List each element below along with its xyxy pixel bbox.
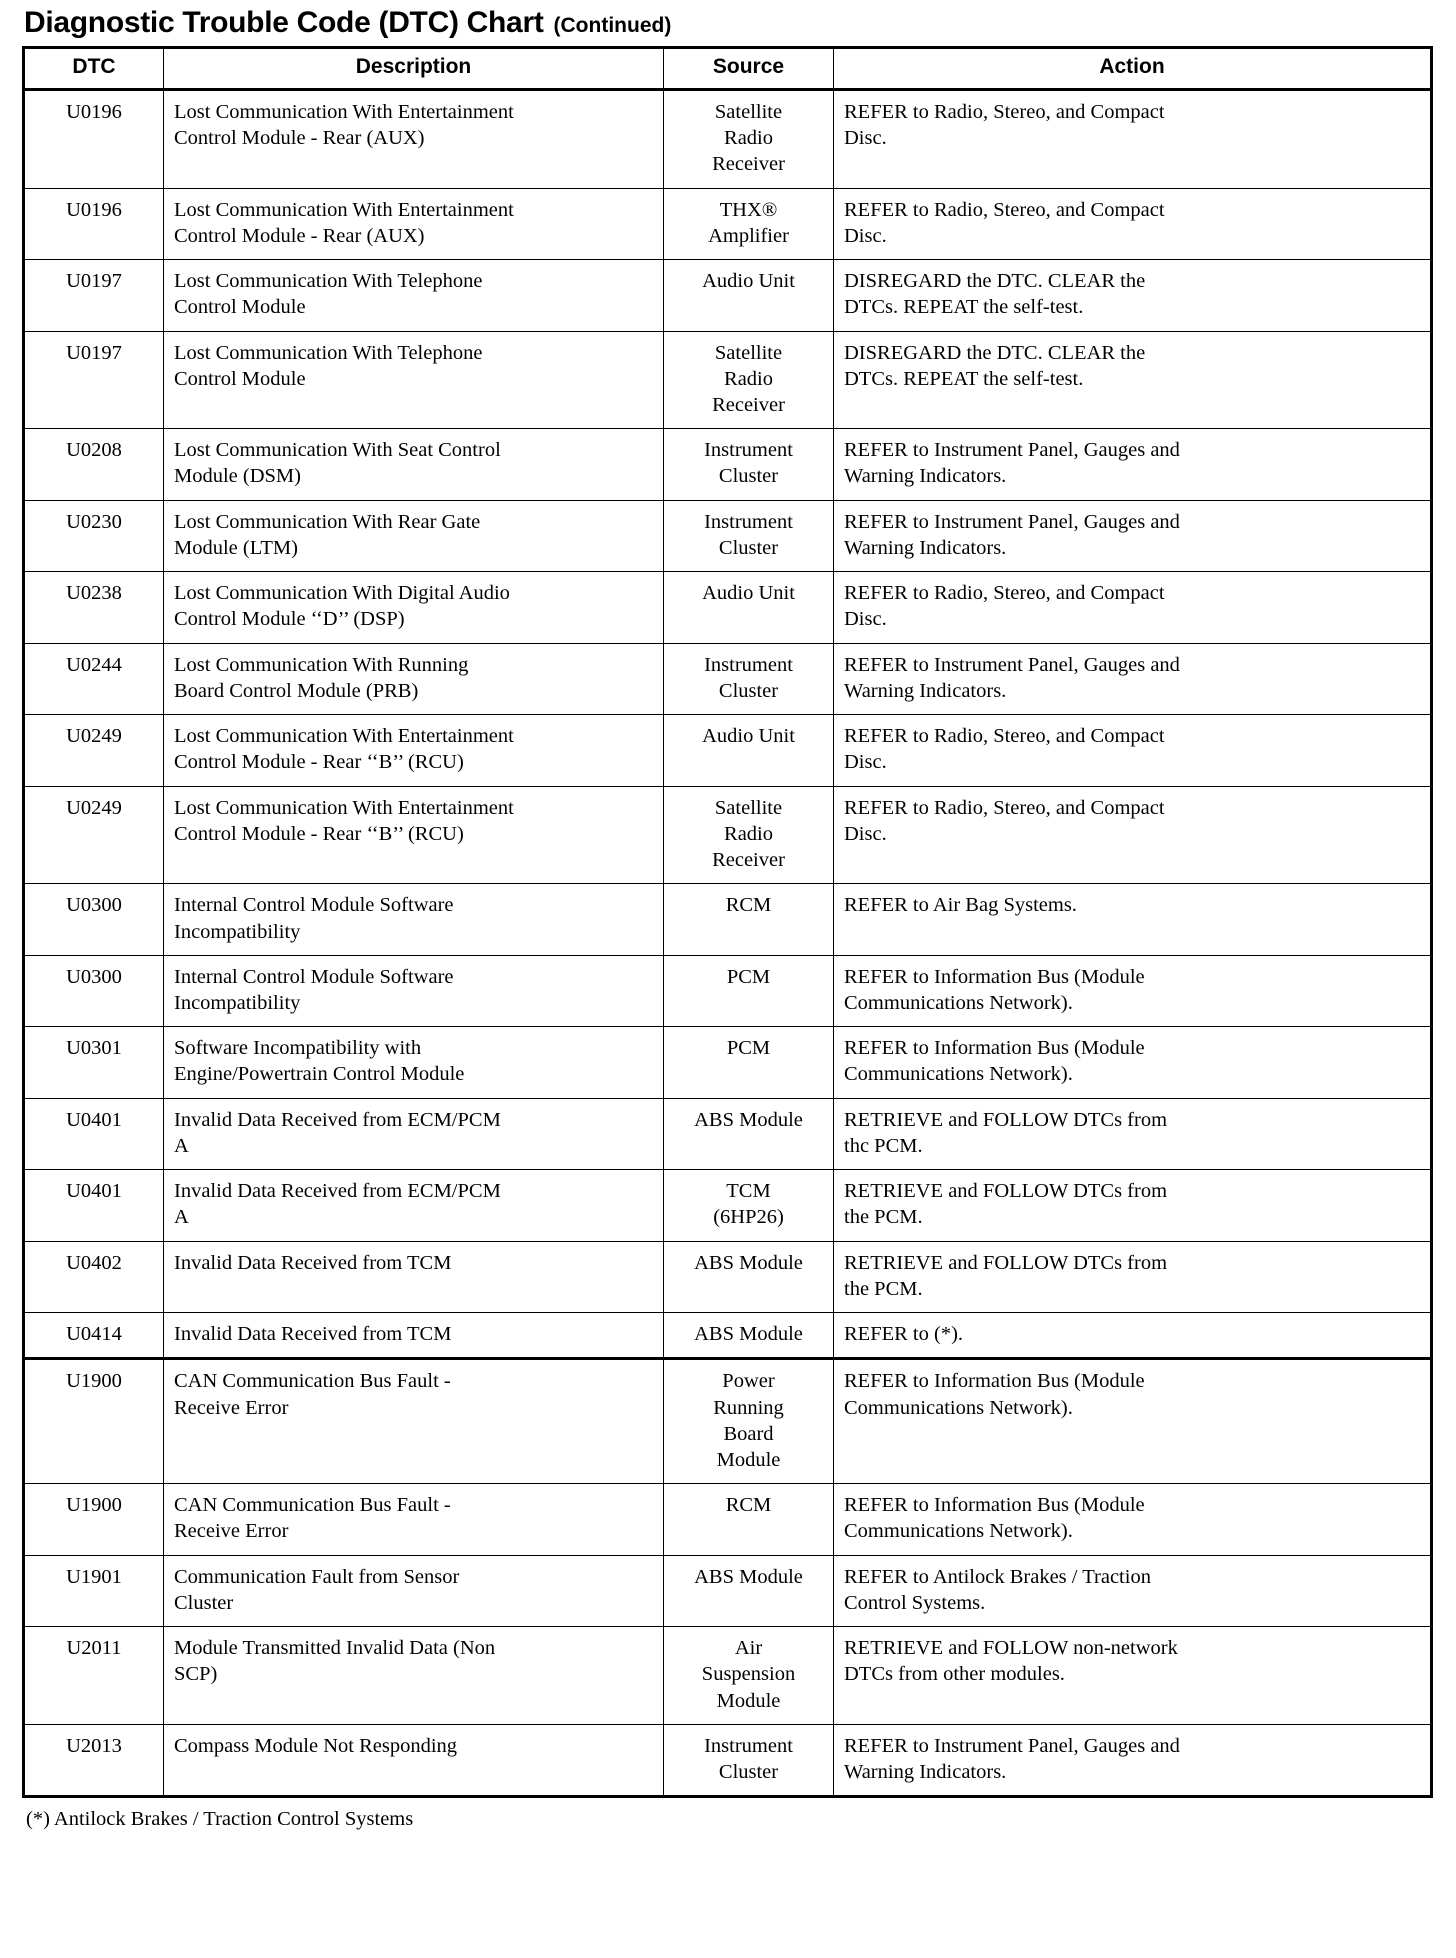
cell-dtc-code	[24, 572, 164, 643]
cell-action	[834, 1724, 1432, 1796]
cell-source-line: THX®	[719, 198, 778, 221]
cell-description-line: Control Module ‘‘D’’ (DSP)	[174, 608, 405, 631]
cell-source	[664, 429, 834, 500]
cell-dtc-code	[24, 89, 164, 188]
cell-source	[664, 1359, 834, 1484]
cell-action	[834, 643, 1432, 714]
cell-dtc-code-line: U0197	[66, 341, 122, 364]
page-title	[22, 6, 1438, 40]
cell-action-line: Warning Indicators.	[844, 465, 1007, 488]
cell-description-line: Control Module - Rear ‘‘B’’ (RCU)	[174, 751, 464, 774]
cell-description-line: Receive Error	[174, 1396, 289, 1419]
cell-action-line: REFER to Instrument Panel, Gauges and	[844, 653, 1180, 676]
cell-description-line: Incompatibility	[174, 991, 301, 1014]
cell-description-line: Control Module - Rear (AUX)	[174, 127, 425, 150]
cell-action	[834, 715, 1432, 786]
cell-action-line: DISREGARD the DTC. CLEAR the	[844, 270, 1146, 293]
cell-action	[834, 260, 1432, 331]
cell-action-line: Warning Indicators.	[844, 1761, 1007, 1784]
table-row	[24, 1724, 1432, 1796]
cell-source	[664, 331, 834, 429]
cell-dtc-code	[24, 884, 164, 955]
cell-action-line: Warning Indicators.	[844, 679, 1007, 702]
cell-action-line: DISREGARD the DTC. CLEAR the	[844, 341, 1146, 364]
cell-action	[834, 331, 1432, 429]
cell-source-line: Satellite	[714, 341, 783, 364]
cell-dtc-code	[24, 1484, 164, 1555]
cell-description	[164, 1555, 664, 1626]
cell-source	[664, 500, 834, 571]
cell-dtc-code	[24, 331, 164, 429]
cell-dtc-code-line: U0301	[66, 1037, 122, 1060]
cell-action-line: thc PCM.	[844, 1134, 923, 1157]
footnote: (*) Antilock Brakes / Traction Control Systems	[26, 1808, 414, 1831]
cell-source-line: RCM	[725, 1494, 772, 1517]
cell-source	[664, 1724, 834, 1796]
cell-dtc-code	[24, 1098, 164, 1169]
cell-description	[164, 1170, 664, 1241]
cell-dtc-code	[24, 1170, 164, 1241]
cell-action-line: RETRIEVE and FOLLOW non-network	[844, 1637, 1178, 1660]
cell-description-line: Compass Module Not Responding	[174, 1734, 458, 1757]
cell-dtc-code-line: U2011	[66, 1637, 122, 1660]
cell-action-line: REFER to Air Bag Systems.	[844, 894, 1077, 917]
cell-source	[664, 715, 834, 786]
column-header-dtc: DTC	[24, 48, 164, 90]
cell-action-line: Communications Network).	[844, 991, 1073, 1014]
cell-action	[834, 429, 1432, 500]
cell-description-line: Control Module	[174, 296, 306, 319]
cell-source-line: Air	[734, 1637, 763, 1660]
table-row	[24, 1313, 1432, 1359]
cell-action	[834, 1627, 1432, 1725]
cell-dtc-code-line: U0238	[66, 582, 122, 605]
cell-dtc-code	[24, 1555, 164, 1626]
cell-source-line: Instrument	[704, 439, 793, 462]
cell-source	[664, 1098, 834, 1169]
cell-action	[834, 1027, 1432, 1098]
cell-source	[664, 1627, 834, 1725]
table-row	[24, 429, 1432, 500]
cell-action-line: REFER to Antilock Brakes / Traction	[844, 1565, 1151, 1588]
cell-description-line: Lost Communication With Entertainment	[174, 198, 514, 221]
cell-action	[834, 1555, 1432, 1626]
cell-source-line: Board	[723, 1422, 774, 1445]
cell-source-line: Receiver	[712, 849, 785, 872]
cell-dtc-code	[24, 429, 164, 500]
cell-description-line: Control Module - Rear (AUX)	[174, 224, 425, 247]
table-row	[24, 89, 1432, 188]
cell-source-line: Power	[722, 1370, 775, 1393]
cell-source	[664, 572, 834, 643]
cell-description-line: Incompatibility	[174, 920, 301, 943]
cell-description-line: Control Module - Rear ‘‘B’’ (RCU)	[174, 822, 464, 845]
cell-action-line: DTCs. REPEAT the self-test.	[844, 367, 1084, 390]
cell-description-line: Module (DSM)	[174, 465, 301, 488]
cell-description-line: Invalid Data Received from ECM/PCM	[174, 1180, 501, 1203]
cell-source-line: Receiver	[712, 393, 785, 416]
cell-action-line: the PCM.	[844, 1277, 923, 1300]
cell-source-line: (6HP26)	[713, 1206, 784, 1229]
cell-dtc-code	[24, 786, 164, 884]
cell-action-line: REFER to Radio, Stereo, and Compact	[844, 725, 1165, 748]
cell-source	[664, 955, 834, 1026]
table-row	[24, 1484, 1432, 1555]
cell-dtc-code-line: U0414	[66, 1323, 122, 1346]
cell-dtc-code	[24, 1359, 164, 1484]
cell-dtc-code-line: U1901	[66, 1565, 122, 1588]
table-row	[24, 1627, 1432, 1725]
cell-description-line: A	[174, 1206, 189, 1229]
cell-dtc-code	[24, 188, 164, 259]
cell-description-line: Lost Communication With Seat Control	[174, 439, 501, 462]
cell-dtc-code-line: U1900	[66, 1370, 122, 1393]
cell-source-line: Cluster	[718, 1761, 779, 1784]
cell-description-line: Invalid Data Received from TCM	[174, 1251, 452, 1274]
cell-dtc-code-line: U0402	[66, 1251, 122, 1274]
cell-dtc-code-line: U0197	[66, 270, 122, 293]
cell-action-line: REFER to Information Bus (Module	[844, 965, 1145, 988]
cell-source	[664, 884, 834, 955]
cell-dtc-code	[24, 1313, 164, 1359]
cell-action-line: DTCs from other modules.	[844, 1663, 1065, 1686]
cell-action-line: REFER to Instrument Panel, Gauges and	[844, 1734, 1180, 1757]
cell-source	[664, 1484, 834, 1555]
cell-description	[164, 1724, 664, 1796]
cell-action-line: REFER to Instrument Panel, Gauges and	[844, 510, 1180, 533]
cell-description-line: Lost Communication With Telephone	[174, 270, 483, 293]
cell-description	[164, 1027, 664, 1098]
cell-description-line: Board Control Module (PRB)	[174, 679, 419, 702]
cell-description	[164, 955, 664, 1026]
cell-dtc-code-line: U0249	[66, 796, 122, 819]
cell-action	[834, 884, 1432, 955]
cell-source-line: Satellite	[714, 100, 783, 123]
table-row	[24, 884, 1432, 955]
cell-source	[664, 1555, 834, 1626]
cell-action-line: Communications Network).	[844, 1396, 1073, 1419]
cell-description	[164, 331, 664, 429]
cell-description	[164, 188, 664, 259]
cell-description-line: CAN Communication Bus Fault -	[174, 1494, 451, 1517]
table-row	[24, 955, 1432, 1026]
cell-source-line: Module	[716, 1449, 781, 1472]
cell-source-line: RCM	[725, 894, 772, 917]
cell-action-line: Disc.	[844, 127, 887, 150]
cell-description-line: Lost Communication With Telephone	[174, 341, 483, 364]
cell-description	[164, 715, 664, 786]
cell-action-line: Disc.	[844, 224, 887, 247]
column-header-action: Action	[834, 48, 1432, 90]
table-row	[24, 188, 1432, 259]
table-row	[24, 715, 1432, 786]
cell-description-line: Internal Control Module Software	[174, 965, 454, 988]
cell-action	[834, 89, 1432, 188]
table-header-row	[24, 48, 1432, 90]
cell-dtc-code-line: U0249	[66, 725, 122, 748]
cell-dtc-code	[24, 955, 164, 1026]
cell-source-line: Amplifier	[708, 224, 789, 247]
cell-action	[834, 188, 1432, 259]
cell-action-line: DTCs. REPEAT the self-test.	[844, 296, 1084, 319]
cell-description	[164, 1098, 664, 1169]
table-row	[24, 260, 1432, 331]
cell-source-line: Radio	[724, 367, 773, 390]
cell-description-line: Control Module	[174, 367, 306, 390]
cell-dtc-code-line: U1900	[66, 1494, 122, 1517]
cell-description	[164, 1359, 664, 1484]
cell-action-line: Warning Indicators.	[844, 536, 1007, 559]
cell-action-line: Communications Network).	[844, 1520, 1073, 1543]
cell-dtc-code-line: U2013	[66, 1734, 122, 1757]
cell-description-line: Lost Communication With Digital Audio	[174, 582, 510, 605]
cell-action	[834, 955, 1432, 1026]
cell-action-line: the PCM.	[844, 1206, 923, 1229]
cell-dtc-code	[24, 1027, 164, 1098]
cell-source-line: ABS Module	[694, 1323, 803, 1346]
table-row	[24, 1098, 1432, 1169]
cell-source	[664, 643, 834, 714]
cell-source-line: Audio Unit	[702, 582, 795, 605]
cell-dtc-code-line: U0208	[66, 439, 122, 462]
cell-description-line: Lost Communication With Rear Gate	[174, 510, 481, 533]
cell-description-line: Cluster	[174, 1591, 234, 1614]
cell-description-line: Module (LTM)	[174, 536, 298, 559]
cell-source-line: Audio Unit	[702, 725, 795, 748]
table-row	[24, 643, 1432, 714]
column-header-source: Source	[664, 48, 834, 90]
column-header-description: Description	[164, 48, 664, 90]
cell-description	[164, 429, 664, 500]
cell-action-line: Communications Network).	[844, 1063, 1073, 1086]
cell-action-line: Disc.	[844, 751, 887, 774]
cell-description	[164, 260, 664, 331]
cell-description-line: Lost Communication With Entertainment	[174, 100, 514, 123]
cell-dtc-code	[24, 1724, 164, 1796]
cell-source-line: ABS Module	[694, 1251, 803, 1274]
cell-source-line: Receiver	[712, 153, 785, 176]
cell-dtc-code-line: U0300	[66, 894, 122, 917]
cell-action	[834, 1313, 1432, 1359]
cell-action	[834, 1484, 1432, 1555]
cell-description-line: Software Incompatibility with	[174, 1037, 422, 1060]
cell-description-line: Lost Communication With Running	[174, 653, 469, 676]
table-row	[24, 1359, 1432, 1484]
cell-description	[164, 1241, 664, 1312]
cell-action-line: REFER to Radio, Stereo, and Compact	[844, 100, 1165, 123]
cell-dtc-code	[24, 500, 164, 571]
cell-source-line: PCM	[726, 965, 771, 988]
cell-description	[164, 1627, 664, 1725]
cell-source	[664, 89, 834, 188]
cell-source-line: Satellite	[714, 796, 783, 819]
cell-description	[164, 884, 664, 955]
cell-action	[834, 1241, 1432, 1312]
cell-action-line: Control Systems.	[844, 1591, 986, 1614]
cell-dtc-code	[24, 260, 164, 331]
cell-action-line: RETRIEVE and FOLLOW DTCs from	[844, 1108, 1168, 1131]
cell-source-line: Instrument	[704, 653, 793, 676]
cell-description-line: Invalid Data Received from ECM/PCM	[174, 1108, 501, 1131]
cell-dtc-code	[24, 643, 164, 714]
cell-source-line: Instrument	[704, 510, 793, 533]
cell-dtc-code-line: U0244	[66, 653, 122, 676]
cell-description	[164, 500, 664, 571]
cell-description	[164, 572, 664, 643]
cell-dtc-code	[24, 715, 164, 786]
cell-source-line: Radio	[724, 127, 773, 150]
cell-description-line: Module Transmitted Invalid Data (Non	[174, 1637, 496, 1660]
cell-source	[664, 1313, 834, 1359]
cell-source-line: Cluster	[718, 465, 779, 488]
cell-source-line: ABS Module	[694, 1565, 803, 1588]
cell-dtc-code	[24, 1241, 164, 1312]
cell-source-line: Instrument	[704, 1734, 793, 1757]
cell-source-line: Audio Unit	[702, 270, 795, 293]
table-row	[24, 1027, 1432, 1098]
cell-action	[834, 786, 1432, 884]
cell-description	[164, 643, 664, 714]
cell-action-line: RETRIEVE and FOLLOW DTCs from	[844, 1251, 1168, 1274]
cell-source-line: Cluster	[718, 679, 779, 702]
cell-source-line: Radio	[724, 822, 773, 845]
cell-description-line: Internal Control Module Software	[174, 894, 454, 917]
cell-source	[664, 786, 834, 884]
cell-description-line: Invalid Data Received from TCM	[174, 1323, 452, 1346]
cell-action	[834, 1098, 1432, 1169]
cell-source-line: PCM	[726, 1037, 771, 1060]
dtc-table	[22, 46, 1433, 1798]
page-title-continued: (Continued)	[553, 14, 672, 37]
cell-dtc-code-line: U0196	[66, 198, 122, 221]
cell-source-line: Module	[716, 1689, 781, 1712]
table-row	[24, 786, 1432, 884]
cell-action-line: REFER to Information Bus (Module	[844, 1370, 1145, 1393]
cell-dtc-code-line: U0230	[66, 510, 122, 533]
cell-description-line: Engine/Powertrain Control Module	[174, 1063, 465, 1086]
cell-action-line: Disc.	[844, 822, 887, 845]
cell-action-line: REFER to Information Bus (Module	[844, 1494, 1145, 1517]
cell-source	[664, 1241, 834, 1312]
cell-description-line: Lost Communication With Entertainment	[174, 796, 514, 819]
table-header	[24, 48, 1432, 90]
cell-action-line: RETRIEVE and FOLLOW DTCs from	[844, 1180, 1168, 1203]
cell-source-line: ABS Module	[694, 1108, 803, 1131]
cell-action	[834, 500, 1432, 571]
cell-source	[664, 188, 834, 259]
cell-action-line: REFER to Radio, Stereo, and Compact	[844, 198, 1165, 221]
cell-source	[664, 1170, 834, 1241]
table-row	[24, 500, 1432, 571]
cell-description-line: Lost Communication With Entertainment	[174, 725, 514, 748]
cell-action-line: REFER to Radio, Stereo, and Compact	[844, 582, 1165, 605]
cell-description-line: A	[174, 1134, 189, 1157]
table-row	[24, 331, 1432, 429]
cell-description	[164, 1313, 664, 1359]
cell-action-line: REFER to (*).	[844, 1323, 964, 1346]
cell-action	[834, 1359, 1432, 1484]
cell-dtc-code-line: U0401	[66, 1108, 122, 1131]
cell-action	[834, 1170, 1432, 1241]
cell-source-line: Cluster	[718, 536, 779, 559]
cell-description-line: Receive Error	[174, 1520, 289, 1543]
table-body	[24, 89, 1432, 1796]
cell-dtc-code	[24, 1627, 164, 1725]
cell-action-line: REFER to Instrument Panel, Gauges and	[844, 439, 1180, 462]
cell-description-line: SCP)	[174, 1663, 218, 1686]
cell-source	[664, 260, 834, 331]
cell-action	[834, 572, 1432, 643]
cell-dtc-code-line: U0401	[66, 1180, 122, 1203]
cell-description-line: Communication Fault from Sensor	[174, 1565, 460, 1588]
table-row	[24, 1170, 1432, 1241]
table-row	[24, 1241, 1432, 1312]
cell-dtc-code-line: U0300	[66, 965, 122, 988]
cell-description	[164, 1484, 664, 1555]
cell-description	[164, 89, 664, 188]
cell-dtc-code-line: U0196	[66, 100, 122, 123]
cell-action-line: REFER to Information Bus (Module	[844, 1037, 1145, 1060]
table-row	[24, 1555, 1432, 1626]
cell-source	[664, 1027, 834, 1098]
cell-action-line: Disc.	[844, 608, 887, 631]
cell-source-line: Suspension	[701, 1663, 796, 1686]
cell-description	[164, 786, 664, 884]
cell-source-line: Running	[713, 1396, 784, 1419]
table-row	[24, 572, 1432, 643]
cell-action-line: REFER to Radio, Stereo, and Compact	[844, 796, 1165, 819]
cell-source-line: TCM	[726, 1180, 771, 1203]
cell-description-line: CAN Communication Bus Fault -	[174, 1370, 451, 1393]
page-title-main: Diagnostic Trouble Code (DTC) Chart	[24, 6, 544, 39]
